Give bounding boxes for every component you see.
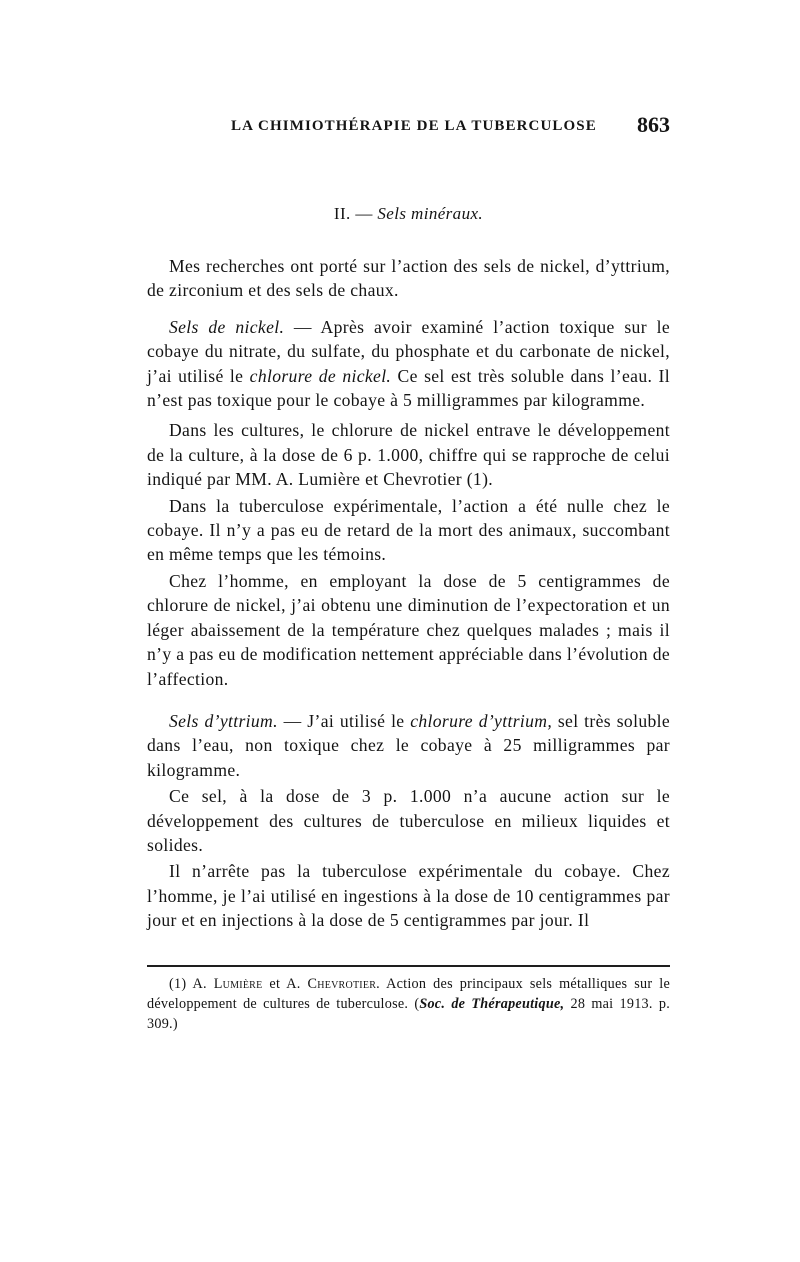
nickel-p1-text-c: Ce sel est très soluble dans l’eau. Il n’est pas toxique pour le cobaye à 5 milligrammes par kilogramme. <box>147 365 670 411</box>
yttrium-p3-text: Il n’arrête pas la tuberculose expérimentale du cobaye. Chez l’homme, je l’ai utilisé en ingestions à la dose de 10 centigrammes par jour et en injections à la dose de 5 centigrammes par jour. Il <box>147 861 670 931</box>
footnote-text-a: . Action des principaux sels métalliques sur le développement de cultures de tuberculose. ( <box>147 976 671 1012</box>
nickel-p2-text: Dans les cultures, le chlorure de nickel entrave le développement de la culture, à la dose de 6 p. 1.000, chiffre qui se rapproche de celui indiqué par MM. A. Lumière et Chevrotier (1). <box>147 420 670 490</box>
paragraph-nickel-4 <box>147 569 670 691</box>
paragraph-nickel-2 <box>147 418 670 491</box>
section-title: Sels minéraux. <box>377 204 484 223</box>
yttrium-p1-text-c: sel très soluble dans l’eau, non toxique chez le cobaye à 25 milligrammes par kilogramme. <box>147 710 671 780</box>
section-number: II. — <box>333 204 373 223</box>
paragraph-yttrium-2 <box>147 784 670 857</box>
section-heading <box>147 204 670 224</box>
footnote-1 <box>147 974 670 1034</box>
running-title: LA CHIMIOTHÉRAPIE DE LA TUBERCULOSE <box>231 118 597 134</box>
footnote-and: et A. <box>262 976 308 992</box>
footnote-author-2: Chevrotier <box>307 976 377 992</box>
footnote-marker: (1) A. <box>169 976 214 992</box>
yttrium-p1-term: chlorure d’yttrium, <box>410 710 553 731</box>
nickel-p1-term: chlorure de nickel. <box>249 365 392 386</box>
paragraph-intro <box>147 254 670 303</box>
nickel-p1-text-a: — Après avoir examiné l’action toxique sur le cobaye du nitrate, du sulfate, du phosphate et du carbonate de nickel, j’ai utilisé le <box>147 316 670 386</box>
nickel-heading: Sels de nickel. <box>169 316 285 337</box>
body-text <box>147 254 670 933</box>
paragraph-yttrium-3 <box>147 859 670 932</box>
nickel-p4-text: Chez l’homme, en employant la dose de 5 centigrammes de chlorure de nickel, j’ai obtenu une diminution de l’expectoration et un léger abaissement de la température chez quelques malades ; mais il n’y a pas eu de modification nettement appréciable dans l’évolution de l’affection. <box>147 570 670 689</box>
yttrium-heading: Sels d’yttrium. <box>169 710 278 731</box>
paragraph-yttrium-1 <box>147 709 670 782</box>
paragraph-nickel-1 <box>147 315 670 413</box>
yttrium-p1-text-a: — J’ai utilisé le <box>277 710 411 731</box>
footnote-text-b: 28 mai 1913. p. 309.) <box>147 996 670 1032</box>
footnote-rule <box>147 965 670 967</box>
footnote-author-1: Lumière <box>213 976 263 992</box>
nickel-p3-text: Dans la tuberculose expérimentale, l’action a été nulle chez le cobaye. Il n’y a pas eu de retard de la mort des animaux, succombant en même temps que les témoins. <box>147 495 670 565</box>
footnote <box>147 974 670 1034</box>
paragraph-nickel-3 <box>147 494 670 567</box>
intro-text: Mes recherches ont porté sur l’action des sels de nickel, d’yttrium, de zirconium et des sels de chaux. <box>147 256 670 301</box>
yttrium-p2-text: Ce sel, à la dose de 3 p. 1.000 n’a aucune action sur le développement des cultures de tuberculose en milieux liquides et solides. <box>147 786 670 855</box>
page-number: 863 <box>637 112 670 137</box>
running-head <box>147 112 670 144</box>
footnote-journal: Soc. de Thérapeutique, <box>419 996 565 1012</box>
